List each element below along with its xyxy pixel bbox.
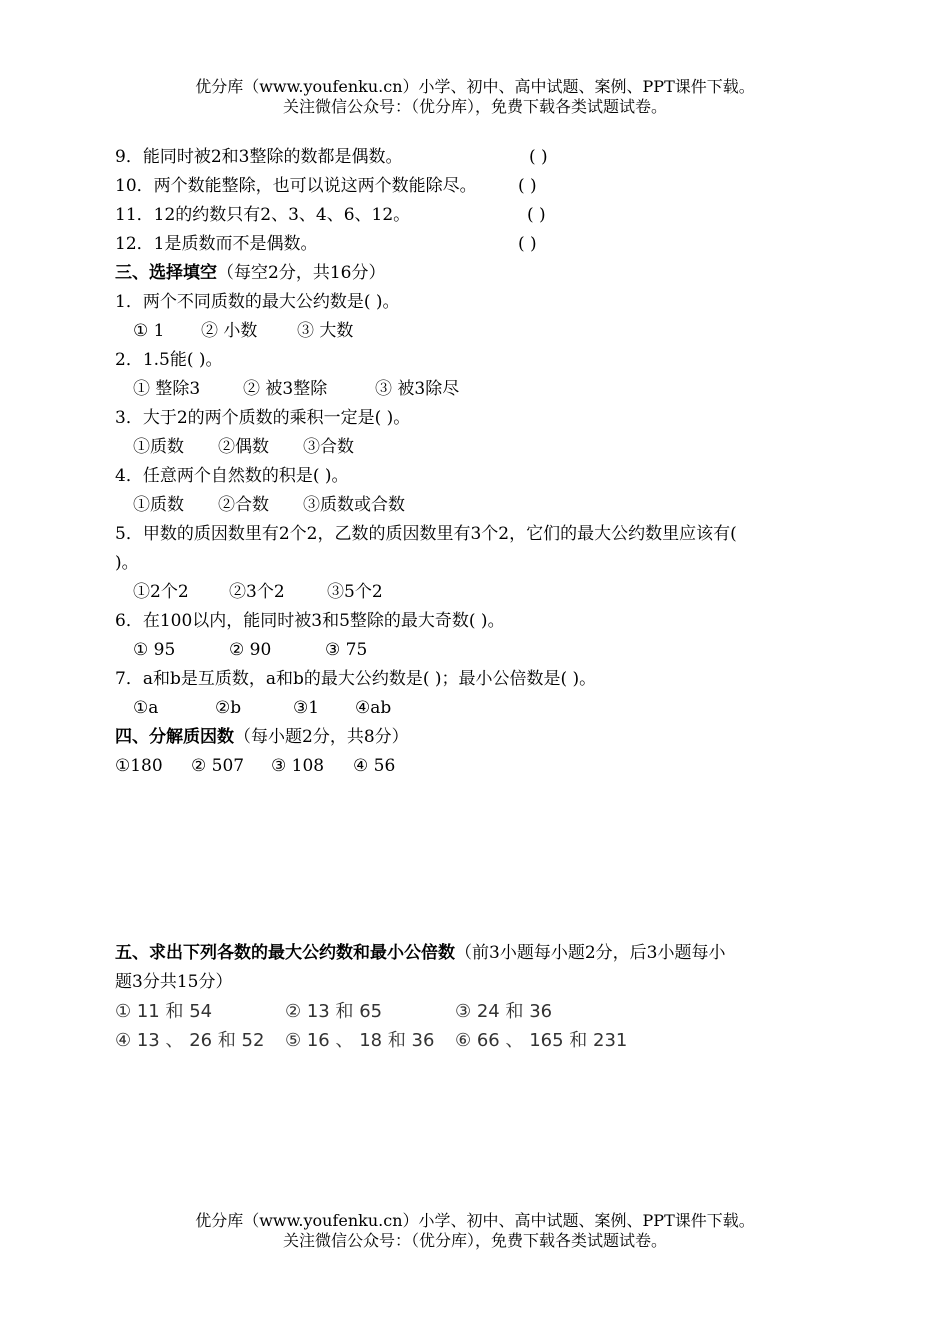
factor-item: ①180 <box>115 756 163 776</box>
option: ③合数 <box>303 437 354 457</box>
answer-blank: ( ) <box>527 205 546 225</box>
option: ②合数 <box>218 495 269 515</box>
factor-item: ③ 108 <box>271 756 325 776</box>
option: ③质数或合数 <box>303 495 405 515</box>
judge-question: 9．能同时被2和3整除的数都是偶数。 <box>115 147 403 167</box>
section-title: 四、分解质因数 <box>115 727 234 747</box>
gcd-row-1 <box>115 997 835 1026</box>
option: ② 被3整除 <box>243 379 328 399</box>
choice-question-4 <box>115 462 835 491</box>
worksheet-body <box>115 143 835 1055</box>
choice-options-1 <box>115 317 835 346</box>
judge-item-10 <box>115 172 835 201</box>
section-note: （前3小题每小题2分，后3小题每小 <box>455 943 726 963</box>
question-text: 4．任意两个自然数的积是( )。 <box>115 466 349 486</box>
judge-question: 11．12的约数只有2、3、4、6、12。 <box>115 205 411 225</box>
choice-options-5 <box>115 578 835 607</box>
option: ①2个2 <box>133 582 189 602</box>
gcd-item: ⑤ 16 、 18 和 36 <box>285 1030 435 1051</box>
option: ① 1 <box>133 321 165 341</box>
question-text: 2．1.5能( )。 <box>115 350 223 370</box>
option: ③ 75 <box>325 640 368 660</box>
question-text: 7．a和b是互质数，a和b的最大公约数是( )；最小公倍数是( )。 <box>115 669 597 689</box>
answer-space <box>115 781 835 939</box>
question-text: 5．甲数的质因数里有2个2，乙数的质因数里有3个2，它们的最大公约数里应该有( <box>115 524 737 544</box>
option: ①质数 <box>133 437 184 457</box>
option: ① 95 <box>133 640 176 660</box>
choice-question-6 <box>115 607 835 636</box>
section-note: （每空2分，共16分） <box>217 263 386 283</box>
gcd-item: ① 11 和 54 <box>115 1001 213 1022</box>
option: ②3个2 <box>229 582 285 602</box>
choice-options-6 <box>115 636 835 665</box>
choice-options-7 <box>115 694 835 723</box>
footer-line-1: 优分库（www.youfenku.cn）小学、初中、高中试题、案例、PPT课件下载。 <box>195 1211 755 1230</box>
header-line-2: 关注微信公众号：（优分库），免费下载各类试题试卷。 <box>282 97 667 116</box>
judge-question: 10．两个数能整除，也可以说这两个数能除尽。 <box>115 176 477 196</box>
section-note: （每小题2分，共8分） <box>234 727 409 747</box>
factor-items <box>115 752 835 781</box>
judge-item-12 <box>115 230 835 259</box>
factor-item: ② 507 <box>191 756 245 776</box>
option: ② 小数 <box>201 321 258 341</box>
judge-item-11 <box>115 201 835 230</box>
footer-line-2: 关注微信公众号：（优分库），免费下载各类试题试卷。 <box>282 1231 667 1250</box>
choice-question-7 <box>115 665 835 694</box>
choice-options-3 <box>115 433 835 462</box>
gcd-item: ② 13 和 65 <box>285 1001 383 1022</box>
section-title: 三、选择填空 <box>115 263 217 283</box>
choice-question-2 <box>115 346 835 375</box>
section-3-heading <box>115 259 835 288</box>
question-text: 3．大于2的两个质数的乘积一定是( )。 <box>115 408 411 428</box>
section-4-heading <box>115 723 835 752</box>
option: ③5个2 <box>327 582 383 602</box>
gcd-row-2 <box>115 1026 835 1055</box>
question-text: 6．在100以内，能同时被3和5整除的最大奇数( )。 <box>115 611 505 631</box>
judge-question: 12．1是质数而不是偶数。 <box>115 234 318 254</box>
page-footer <box>0 1211 950 1251</box>
option: ①质数 <box>133 495 184 515</box>
choice-options-2 <box>115 375 835 404</box>
option: ② 90 <box>229 640 272 660</box>
section-title: 五、求出下列各数的最大公约数和最小公倍数 <box>115 943 455 963</box>
option: ③1 <box>293 698 320 718</box>
choice-question-5-cont <box>115 549 835 578</box>
gcd-item: ③ 24 和 36 <box>455 1001 553 1022</box>
option: ①a <box>133 698 159 718</box>
option: ③ 大数 <box>297 321 354 341</box>
section-note-cont: 题3分共15分） <box>115 972 233 992</box>
choice-question-1 <box>115 288 835 317</box>
page-header-top <box>0 77 950 117</box>
judge-item-9 <box>115 143 835 172</box>
answer-blank: ( ) <box>518 234 537 254</box>
option: ③ 被3除尽 <box>375 379 460 399</box>
choice-question-5 <box>115 520 835 549</box>
option: ④ab <box>355 698 392 718</box>
choice-question-3 <box>115 404 835 433</box>
answer-blank: ( ) <box>518 176 537 196</box>
gcd-item: ④ 13 、 26 和 52 <box>115 1030 265 1051</box>
choice-options-4 <box>115 491 835 520</box>
answer-blank: ( ) <box>529 147 548 167</box>
option: ②b <box>215 698 242 718</box>
gcd-item: ⑥ 66 、 165 和 231 <box>455 1030 628 1051</box>
header-line-1: 优分库（www.youfenku.cn）小学、初中、高中试题、案例、PPT课件下载。 <box>195 77 755 96</box>
question-text-cont: )。 <box>115 553 139 573</box>
section-5-heading-cont <box>115 968 835 997</box>
section-5-heading <box>115 939 835 968</box>
option: ②偶数 <box>218 437 269 457</box>
question-text: 1．两个不同质数的最大公约数是( )。 <box>115 292 400 312</box>
factor-item: ④ 56 <box>353 756 396 776</box>
option: ① 整除3 <box>133 379 201 399</box>
